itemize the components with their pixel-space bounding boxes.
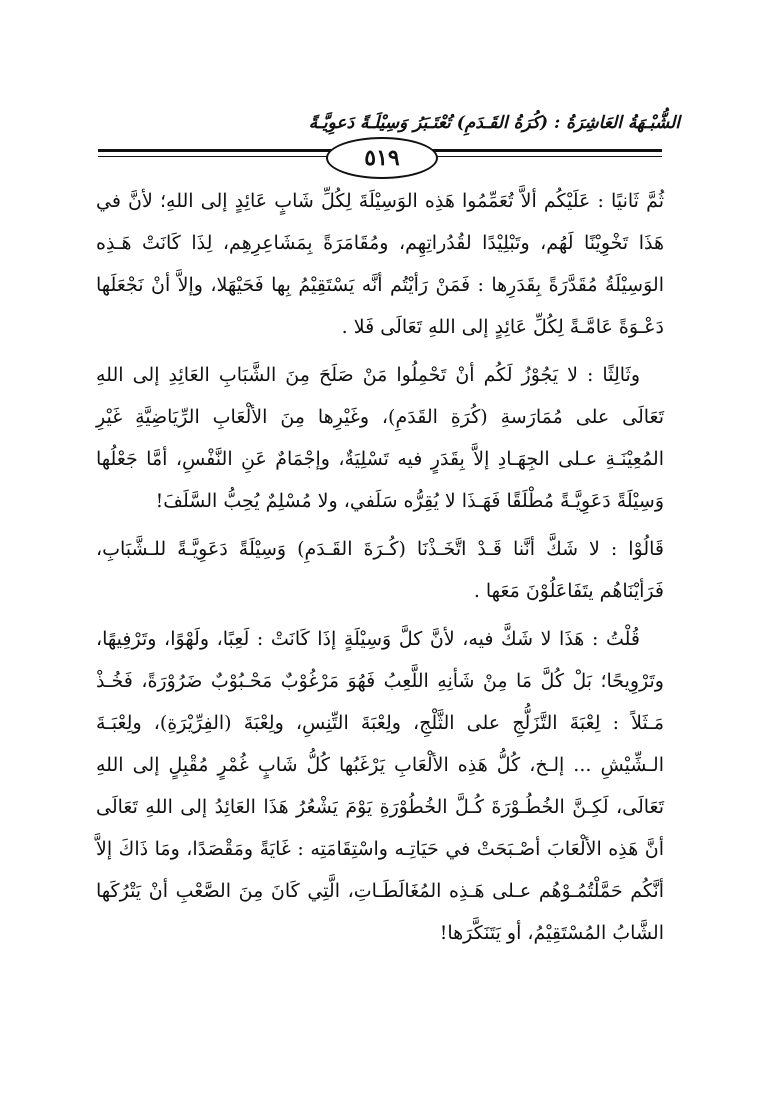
running-header-title: الشُّبْـهَةُ العَاشِرَةُ : (كُرَةُ القَـدَمِ) تُعْتَـبَرُ وَسِيْلَـةً دَعوِيَّـةً [308,113,680,133]
paragraph-second-point: ثُمَّ ثَانيًا : عَلَيْكُم ألاَّ تُعَمِّمُوا هَذِه الوَسِيْلَةَ لِكُلِّ شَابٍ عَائِدٍ إلى اللهِ؛ لأنَّ في هَذَا تَخْوِيْنًا لَهُم، وتَبْلِيْدًا لقُدُراتِهِم، ومُقَامَرَةً بِمَشَاعِرِهِم، لِذَا كَانَتْ هَـذِه الوَسِيْلَةُ مُقَدَّرَةً بِقَدَرِها : فَمَنْ رَأيْتُم أنَّه يَسْتَقِيْمُ بِها فَحَيْهَلا، وإلاَّ أنْ نَجْعَلَها دَعْـوَةً عَامَّـةً لِكُلِّ عَائِدٍ إلى اللهِ تَعَالَى فَلا . [96,190,664,338]
page-number-badge: ٥١٩ [326,137,438,179]
page-body [96,180,664,960]
paragraph-objection: قَالُوْا : لا شَكَّ أنَّنا قَـدْ اتَّخَـذْنَا (كُـرَةَ القَـدَمِ) وَسِيْلَةً دَعَوِيَّـةً للـشَّبَابِ، فَرَأيْنَاهُم يتَفَاعَلُوْنَ مَعَها . [96,538,664,602]
paragraph-third-point: وثَالِثًا : لا يَجُوْزُ لَكُم أنْ تَحْمِلُوا مَنْ صَلَحَ مِنَ الشَّبَابِ العَائِدِ إلى اللهِ تَعَالَى على مُمَارَسةِ (كُرَةِ القَدَمِ)، وغَيْرِها مِنَ الألْعَابِ الرِّيَاضِيَّةِ غَيْرِ المُعِيْنَـةِ عـلى الجِهَـادِ إلاَّ بِقَدَرٍ فيه تَسْلِيَةٌ، وإجْمَامٌ عَنِ النَّفْسِ، أمَّا جَعْلُها وَسِيْلَةً دَعَوِيَّـةً مُطْلَقًا فَهَـذَا لا يُقِرُّه سَلَفي، ولا مُسْلِمٌ يُحِبُّ السَّلَفَ! [96,364,664,512]
paragraph-reply: قُلْتُ : هَذَا لا شَكَّ فيه، لأنَّ كلَّ وَسِيْلَةٍ إذَا كَانَتْ : لَعِبًا، ولَهْوًا، وتَرْفِيهًا، وتَرْوِيحًا؛ بَلْ كُلَّ مَا مِنْ شَأنِهِ اللَّعِبُ فَهُوَ مَرْغُوْبٌ مَحْـبُوْبٌ ضَرُوْرَةً، فَخُـذْ مَـثَلاً : لِعْبَةَ التَّزَلُّجِ على الثَّلْجِ، ولِعْبَةَ التِّنِسِ، ولِعْبَةَ (الفِرِّيْرَةِ)، ولِعْبَـةَ الـشِّيْشِ ... إلـخ، كُلُّ هَذِه الألْعَابِ يَرْغَبُها كُلُّ شَابٍ غُمْرٍ مُقْبِلٍ إلى اللهِ تَعَالَى، لَكِـنَّ الخُطُـوْرَةَ كُـلَّ الخُطُوْرَةِ يَوْمَ يَشْعُرُ هَذَا العَائِدُ إلى اللهِ تَعَالَى أنَّ هَذِه الألْعَابَ أصْـبَحَتْ في حَيَاتِـه واسْتِقَامَتِه : غَايَةً ومَقْصَدًا، ومَا ذَاكَ إلاَّ أنَّكُم حَمَّلْتُمُـوْهُم عـلى هَـذِه المُغَالَطَـاتِ، الَّتِي كَانَ مِنَ الصَّعْبِ أنْ يَتْرُكَها الشَّابُ المُسْتَقِيْمُ، أو يَتَنَكَّرَها! [96,628,664,944]
